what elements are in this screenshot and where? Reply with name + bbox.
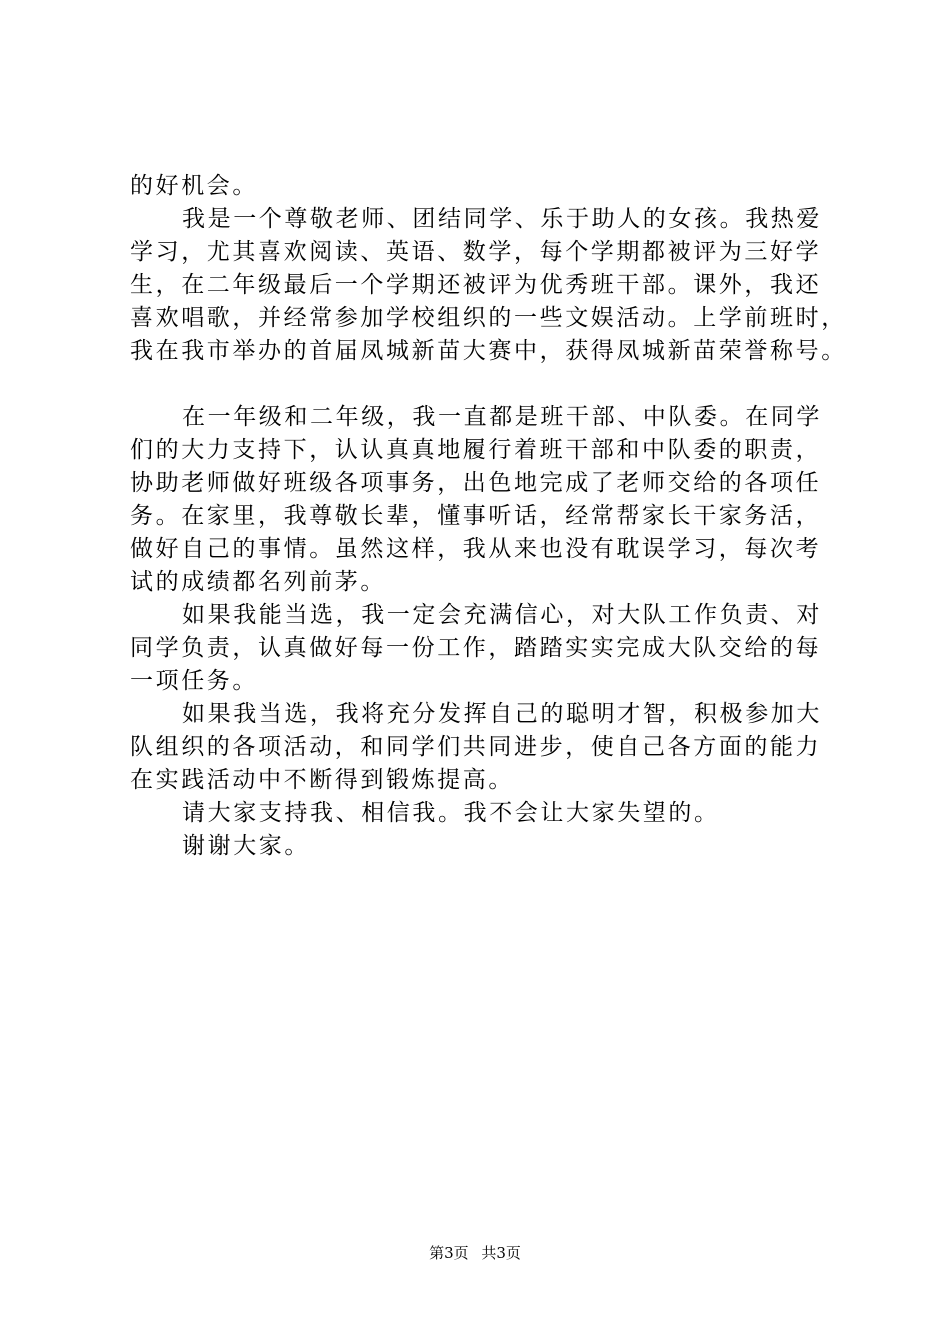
text-line: 们的大力支持下，认认真真地履行着班干部和中队委的职责， xyxy=(130,437,822,463)
text-line: 做好自己的事情。虽然这样，我从来也没有耽误学习，每次考 xyxy=(130,536,822,562)
paragraph-start-line: 谢谢大家。 xyxy=(182,833,310,859)
paragraph-start-line: 如果我当选，我将充分发挥自己的聪明才智，积极参加大 xyxy=(182,701,822,727)
text-line: 的好机会。 xyxy=(130,173,258,199)
paragraph-start-line: 在一年级和二年级，我一直都是班干部、中队委。在同学 xyxy=(182,404,822,430)
paragraph-start-line: 请大家支持我、相信我。我不会让大家失望的。 xyxy=(182,800,720,826)
text-line: 我在我市举办的首届凤城新苗大赛中，获得凤城新苗荣誉称号。 xyxy=(130,338,847,364)
text-line: 试的成绩都名列前茅。 xyxy=(130,569,386,595)
text-line: 同学负责，认真做好每一份工作，踏踏实实完成大队交给的每 xyxy=(130,635,822,661)
paragraph-start-line: 如果我能当选，我一定会充满信心，对大队工作负责、对 xyxy=(182,602,822,628)
page-number: 第3页 xyxy=(429,1244,469,1262)
page-footer xyxy=(0,1243,950,1263)
paragraph-gap xyxy=(130,368,840,401)
text-line: 学习，尤其喜欢阅读、英语、数学，每个学期都被评为三好学 xyxy=(130,239,822,265)
text-line: 生，在二年级最后一个学期还被评为优秀班干部。课外，我还 xyxy=(130,272,822,298)
page-total: 共3页 xyxy=(481,1244,521,1262)
document-body xyxy=(130,170,847,863)
paragraph-start-line: 我是一个尊敬老师、团结同学、乐于助人的女孩。我热爱 xyxy=(182,206,822,232)
text-line: 务。在家里，我尊敬长辈，懂事听话，经常帮家长干家务活， xyxy=(130,503,822,529)
text-line: 队组织的各项活动，和同学们共同进步，使自己各方面的能力 xyxy=(130,734,822,760)
text-line: 一项任务。 xyxy=(130,668,258,694)
text-line: 协助老师做好班级各项事务，出色地完成了老师交给的各项任 xyxy=(130,470,822,496)
text-line: 在实践活动中不断得到锻炼提高。 xyxy=(130,767,514,793)
text-line: 喜欢唱歌，并经常参加学校组织的一些文娱活动。上学前班时， xyxy=(130,305,847,331)
